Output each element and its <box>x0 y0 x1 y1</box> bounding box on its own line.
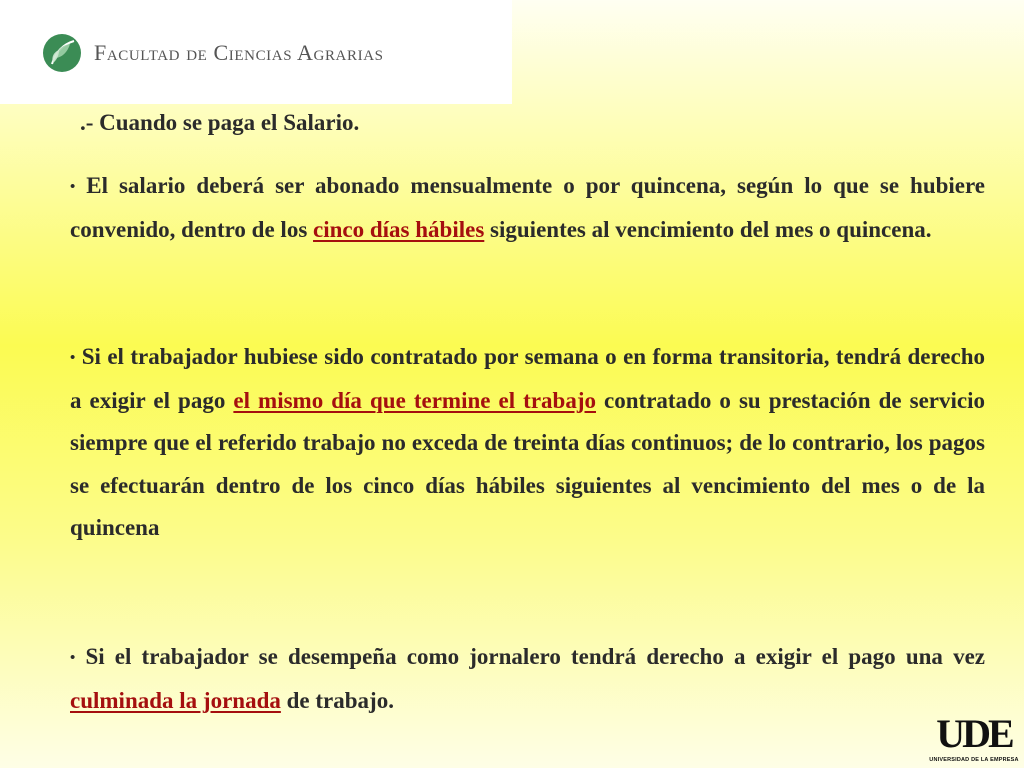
bullet-icon: • <box>70 179 76 195</box>
highlight-text: el mismo día que termine el trabajo <box>233 387 596 413</box>
ude-logo <box>928 711 1020 766</box>
ude-logo-caption: UNIVERSIDAD DE LA EMPRESA <box>929 757 1019 763</box>
paragraph-text: de trabajo. <box>280 687 394 713</box>
paragraph-text: Si el trabajador se desempeña como jornalero tendrá derecho a exigir el pago una vez <box>85 644 986 669</box>
paragraph-trabajo-transitorio <box>70 336 985 550</box>
leaf-icon <box>42 33 82 73</box>
header-banner <box>0 0 512 104</box>
paragraph-jornalero <box>70 636 985 722</box>
paragraph-text: El salario deberá ser abonado mensualmente o por quincena, según lo que se hubiere convenido, dentro de los <box>70 173 986 242</box>
paragraph-salario-mensual <box>70 165 985 251</box>
bullet-icon: • <box>70 650 76 666</box>
highlight-text: cinco días hábiles <box>313 216 485 242</box>
highlight-text: culminada la jornada <box>70 687 281 713</box>
bullet-icon: • <box>70 350 76 366</box>
paragraph-text: contratado o su prestación de servicio siempre que el referido trabajo no exceda de treinta días continuos; de lo contrario, los pagos se efectuarán dentro de los cinco días hábiles siguientes al vencimiento del mes o de la quincena <box>70 387 986 540</box>
slide-title: .- Cuando se paga el Salario. <box>80 110 360 135</box>
faculty-name: Facultad de Ciencias Agrarias <box>94 40 384 65</box>
paragraph-text: siguientes al vencimiento del mes o quincena. <box>484 216 932 242</box>
ude-logo-letters: UDE <box>936 711 1012 756</box>
paragraph-text: Si el trabajador hubiese sido contratado por semana o en forma transitoria, tendrá derecho a exigir el pago <box>70 344 986 413</box>
